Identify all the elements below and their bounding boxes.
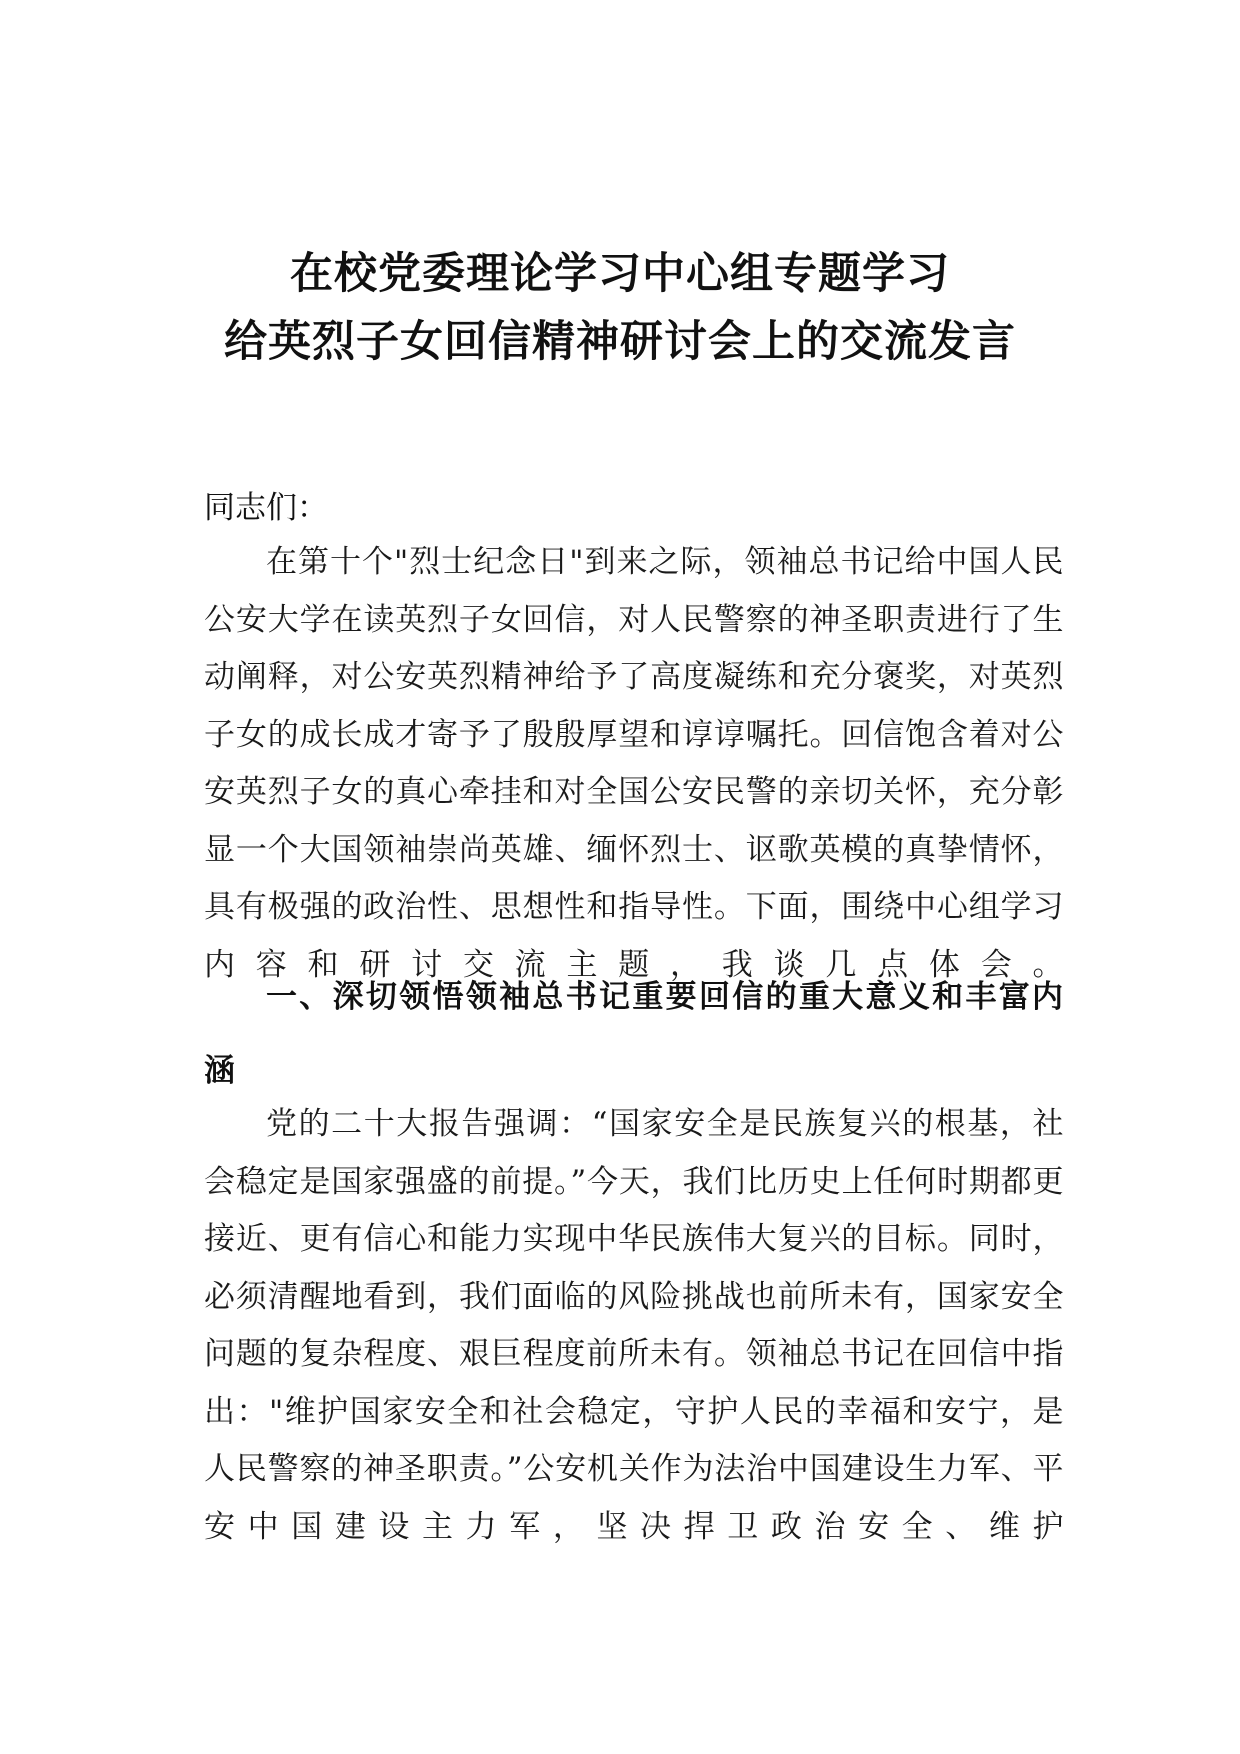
paragraph-1: 在第十个"烈士纪念日"到来之际，领袖总书记给中国人民公安大学在读英烈子女回信，对人民警察的神圣职责进行了生动阐释，对公安英烈精神给予了高度凝练和充分褒奖，对英烈子女的成长成才寄予了殷殷厚望和谆谆嘱托。回信饱含着对公安英烈子女的真心牵挂和对全国公安民警的亲切关怀，充分彰显一个大国领袖崇尚英雄、缅怀烈士、讴歌英模的真挚情怀，具有极强的政治性、思想性和指导性。下面，围绕中心组学习内容和研讨交流主题，我谈几点体会。 — [204, 544, 1064, 983]
section-heading-1: 一、深切领悟领袖总书记重要回信的重大意义和丰富内涵 — [204, 979, 1064, 1089]
document-title-line-2: 给英烈子女回信精神研讨会上的交流发言 — [224, 317, 1016, 367]
paragraph-2: 党的二十大报告强调：“国家安全是民族复兴的根基，社会稳定是国家强盛的前提。”今天，我们比历史上任何时期都更接近、更有信心和能力实现中华民族伟大复兴的目标。同时，必须清醒地看到，我们面临的风险挑战也前所未有，国家安全问题的复杂程度、艰巨程度前所未有。领袖总书记在回信中指出："维护国家安全和社会稳定，守护人民的幸福和安宁，是人民警察的神圣职责。”公安机关作为法治中国建设生力军、平安中国建设主力军，坚决捍卫政治安全、维护 — [204, 1106, 1064, 1545]
document-title-line-1: 在校党委理论学习中心组专题学习 — [290, 249, 950, 299]
salutation: 同志们： — [204, 490, 328, 526]
